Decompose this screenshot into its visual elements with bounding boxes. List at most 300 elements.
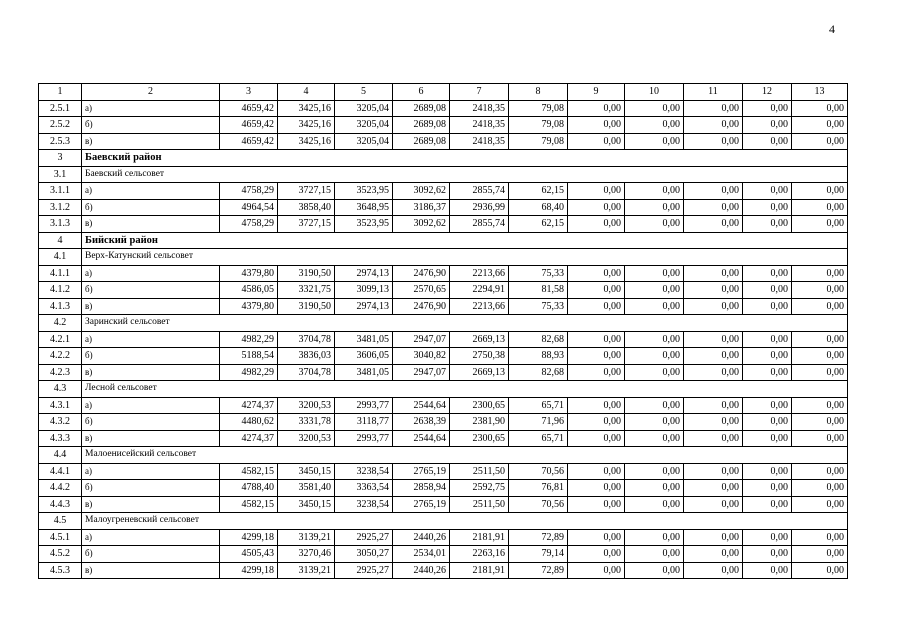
value-cell: 0,00 — [568, 216, 625, 233]
value-cell: 0,00 — [743, 199, 792, 216]
table-row — [39, 298, 848, 315]
value-cell: 2974,13 — [335, 265, 393, 282]
value-cell: 0,00 — [568, 414, 625, 431]
value-cell: 0,00 — [625, 183, 684, 200]
value-cell: 2570,65 — [393, 282, 450, 299]
row-number: 4.3.2 — [39, 414, 82, 431]
column-number-header: 13 — [792, 84, 848, 101]
value-cell: 3704,78 — [278, 364, 335, 381]
value-cell: 2213,66 — [450, 298, 509, 315]
row-number: 4.1.2 — [39, 282, 82, 299]
value-cell: 0,00 — [743, 100, 792, 117]
value-cell: 0,00 — [625, 199, 684, 216]
value-cell: 2858,94 — [393, 480, 450, 497]
value-cell: 3606,05 — [335, 348, 393, 365]
value-cell: 2592,75 — [450, 480, 509, 497]
value-cell: 2263,16 — [450, 546, 509, 563]
value-cell: 79,08 — [509, 100, 568, 117]
value-cell: 2993,77 — [335, 397, 393, 414]
value-cell: 2418,35 — [450, 117, 509, 134]
value-cell: 2689,08 — [393, 133, 450, 150]
table-row — [39, 430, 848, 447]
row-variant-label: а) — [82, 100, 220, 117]
value-cell: 0,00 — [792, 298, 848, 315]
value-cell: 4758,29 — [220, 216, 278, 233]
value-cell: 0,00 — [684, 480, 743, 497]
value-cell: 0,00 — [792, 183, 848, 200]
value-cell: 0,00 — [625, 331, 684, 348]
value-cell: 0,00 — [684, 331, 743, 348]
value-cell: 0,00 — [568, 364, 625, 381]
column-number-header: 12 — [743, 84, 792, 101]
value-cell: 4299,18 — [220, 562, 278, 579]
row-number: 4.4.2 — [39, 480, 82, 497]
row-number: 4.5.3 — [39, 562, 82, 579]
row-variant-label: в) — [82, 562, 220, 579]
value-cell: 75,33 — [509, 265, 568, 282]
value-cell: 0,00 — [625, 546, 684, 563]
value-cell: 2947,07 — [393, 331, 450, 348]
value-cell: 4586,05 — [220, 282, 278, 299]
value-cell: 4379,80 — [220, 265, 278, 282]
value-cell: 0,00 — [792, 265, 848, 282]
value-cell: 0,00 — [792, 282, 848, 299]
value-cell: 0,00 — [792, 100, 848, 117]
row-number: 4.4.3 — [39, 496, 82, 513]
settlement-name: Малоенисейский сельсовет — [82, 447, 848, 464]
settlement-name: Лесной сельсовет — [82, 381, 848, 398]
value-cell: 3205,04 — [335, 133, 393, 150]
value-cell: 0,00 — [684, 529, 743, 546]
value-cell: 0,00 — [625, 480, 684, 497]
value-cell: 0,00 — [568, 430, 625, 447]
value-cell: 3186,37 — [393, 199, 450, 216]
value-cell: 4379,80 — [220, 298, 278, 315]
row-variant-label: б) — [82, 117, 220, 134]
table-row — [39, 133, 848, 150]
value-cell: 2440,26 — [393, 529, 450, 546]
district-header-row — [39, 232, 848, 249]
value-cell: 0,00 — [568, 480, 625, 497]
settlement-name: Малоугреневский сельсовет — [82, 513, 848, 530]
value-cell: 0,00 — [792, 430, 848, 447]
value-cell: 0,00 — [684, 298, 743, 315]
value-cell: 2181,91 — [450, 529, 509, 546]
value-cell: 0,00 — [625, 298, 684, 315]
value-cell: 0,00 — [568, 397, 625, 414]
table-row — [39, 282, 848, 299]
value-cell: 0,00 — [792, 216, 848, 233]
value-cell: 3363,54 — [335, 480, 393, 497]
value-cell: 3092,62 — [393, 183, 450, 200]
settlement-header-row — [39, 381, 848, 398]
value-cell: 0,00 — [568, 282, 625, 299]
value-cell: 72,89 — [509, 562, 568, 579]
row-number: 4.1 — [39, 249, 82, 266]
value-cell: 2213,66 — [450, 265, 509, 282]
value-cell: 0,00 — [568, 298, 625, 315]
value-cell: 3270,46 — [278, 546, 335, 563]
value-cell: 0,00 — [568, 348, 625, 365]
table-row — [39, 496, 848, 513]
value-cell: 65,71 — [509, 397, 568, 414]
value-cell: 0,00 — [568, 463, 625, 480]
value-cell: 0,00 — [792, 496, 848, 513]
value-cell: 0,00 — [743, 397, 792, 414]
value-cell: 79,08 — [509, 133, 568, 150]
value-cell: 3118,77 — [335, 414, 393, 431]
value-cell: 0,00 — [568, 183, 625, 200]
value-cell: 0,00 — [792, 529, 848, 546]
value-cell: 0,00 — [743, 546, 792, 563]
row-variant-label: в) — [82, 496, 220, 513]
value-cell: 0,00 — [625, 364, 684, 381]
value-cell: 3727,15 — [278, 216, 335, 233]
value-cell: 0,00 — [743, 298, 792, 315]
value-cell: 3139,21 — [278, 529, 335, 546]
table-row — [39, 183, 848, 200]
column-number-header: 9 — [568, 84, 625, 101]
column-number-header: 7 — [450, 84, 509, 101]
row-number: 3.1.3 — [39, 216, 82, 233]
value-cell: 0,00 — [568, 133, 625, 150]
value-cell: 3200,53 — [278, 397, 335, 414]
value-cell: 3425,16 — [278, 117, 335, 134]
value-cell: 2544,64 — [393, 397, 450, 414]
value-cell: 3425,16 — [278, 100, 335, 117]
table-row — [39, 117, 848, 134]
value-cell: 2855,74 — [450, 216, 509, 233]
value-cell: 4982,29 — [220, 331, 278, 348]
value-cell: 0,00 — [684, 282, 743, 299]
value-cell: 3139,21 — [278, 562, 335, 579]
value-cell: 3648,95 — [335, 199, 393, 216]
value-cell: 0,00 — [684, 463, 743, 480]
row-variant-label: б) — [82, 282, 220, 299]
value-cell: 0,00 — [625, 430, 684, 447]
value-cell: 3190,50 — [278, 298, 335, 315]
row-variant-label: б) — [82, 199, 220, 216]
value-cell: 4659,42 — [220, 100, 278, 117]
row-number: 2.5.1 — [39, 100, 82, 117]
value-cell: 4480,62 — [220, 414, 278, 431]
row-variant-label: а) — [82, 529, 220, 546]
value-cell: 2511,50 — [450, 496, 509, 513]
value-cell: 0,00 — [743, 282, 792, 299]
row-number: 4.2.1 — [39, 331, 82, 348]
value-cell: 0,00 — [684, 348, 743, 365]
row-number: 4.3.1 — [39, 397, 82, 414]
value-cell: 3450,15 — [278, 496, 335, 513]
row-number: 2.5.3 — [39, 133, 82, 150]
value-cell: 0,00 — [743, 496, 792, 513]
value-cell: 2993,77 — [335, 430, 393, 447]
value-cell: 4982,29 — [220, 364, 278, 381]
value-cell: 3092,62 — [393, 216, 450, 233]
value-cell: 0,00 — [625, 414, 684, 431]
value-cell: 72,89 — [509, 529, 568, 546]
value-cell: 0,00 — [684, 546, 743, 563]
value-cell: 70,56 — [509, 463, 568, 480]
value-cell: 75,33 — [509, 298, 568, 315]
row-variant-label: в) — [82, 298, 220, 315]
value-cell: 0,00 — [625, 265, 684, 282]
row-number: 4.1.1 — [39, 265, 82, 282]
value-cell: 0,00 — [792, 117, 848, 134]
table-row — [39, 463, 848, 480]
value-cell: 82,68 — [509, 331, 568, 348]
value-cell: 79,08 — [509, 117, 568, 134]
row-number: 4.2 — [39, 315, 82, 332]
value-cell: 2947,07 — [393, 364, 450, 381]
value-cell: 0,00 — [625, 348, 684, 365]
value-cell: 4274,37 — [220, 430, 278, 447]
value-cell: 0,00 — [792, 133, 848, 150]
value-cell: 2476,90 — [393, 265, 450, 282]
value-cell: 0,00 — [743, 364, 792, 381]
value-cell: 2689,08 — [393, 117, 450, 134]
value-cell: 0,00 — [684, 364, 743, 381]
row-variant-label: б) — [82, 348, 220, 365]
value-cell: 2638,39 — [393, 414, 450, 431]
column-number-header: 11 — [684, 84, 743, 101]
row-number: 4.4.1 — [39, 463, 82, 480]
row-number: 4.4 — [39, 447, 82, 464]
table-row — [39, 265, 848, 282]
value-cell: 2418,35 — [450, 100, 509, 117]
value-cell: 3450,15 — [278, 463, 335, 480]
row-variant-label: а) — [82, 463, 220, 480]
value-cell: 0,00 — [684, 216, 743, 233]
column-number-header: 5 — [335, 84, 393, 101]
value-cell: 0,00 — [792, 480, 848, 497]
table-row — [39, 546, 848, 563]
value-cell: 3425,16 — [278, 133, 335, 150]
column-number-header: 4 — [278, 84, 335, 101]
value-cell: 0,00 — [625, 117, 684, 134]
table-row — [39, 348, 848, 365]
row-variant-label: а) — [82, 183, 220, 200]
value-cell: 0,00 — [568, 562, 625, 579]
row-variant-label: б) — [82, 480, 220, 497]
value-cell: 0,00 — [568, 496, 625, 513]
value-cell: 3040,82 — [393, 348, 450, 365]
value-cell: 0,00 — [743, 414, 792, 431]
value-cell: 2418,35 — [450, 133, 509, 150]
value-cell: 0,00 — [625, 463, 684, 480]
value-cell: 0,00 — [625, 100, 684, 117]
settlement-header-row — [39, 513, 848, 530]
value-cell: 3727,15 — [278, 183, 335, 200]
row-number: 3 — [39, 150, 82, 167]
value-cell: 4788,40 — [220, 480, 278, 497]
value-cell: 0,00 — [684, 430, 743, 447]
value-cell: 0,00 — [684, 496, 743, 513]
value-cell: 3523,95 — [335, 183, 393, 200]
value-cell: 2476,90 — [393, 298, 450, 315]
value-cell: 0,00 — [743, 480, 792, 497]
column-number-header: 10 — [625, 84, 684, 101]
value-cell: 4582,15 — [220, 463, 278, 480]
value-cell: 3581,40 — [278, 480, 335, 497]
value-cell: 4964,54 — [220, 199, 278, 216]
value-cell: 0,00 — [792, 348, 848, 365]
value-cell: 3858,40 — [278, 199, 335, 216]
value-cell: 0,00 — [568, 529, 625, 546]
value-cell: 2974,13 — [335, 298, 393, 315]
value-cell: 0,00 — [684, 397, 743, 414]
value-cell: 0,00 — [625, 529, 684, 546]
value-cell: 0,00 — [743, 562, 792, 579]
row-variant-label: в) — [82, 133, 220, 150]
row-variant-label: а) — [82, 397, 220, 414]
value-cell: 0,00 — [743, 348, 792, 365]
value-cell: 79,14 — [509, 546, 568, 563]
row-number: 4.2.3 — [39, 364, 82, 381]
row-number: 4.5.1 — [39, 529, 82, 546]
value-cell: 0,00 — [743, 463, 792, 480]
value-cell: 0,00 — [792, 364, 848, 381]
table-row — [39, 414, 848, 431]
settlement-header-row — [39, 166, 848, 183]
table-row — [39, 562, 848, 579]
value-cell: 0,00 — [743, 265, 792, 282]
value-cell: 3331,78 — [278, 414, 335, 431]
row-variant-label: а) — [82, 331, 220, 348]
value-cell: 0,00 — [743, 430, 792, 447]
value-cell: 0,00 — [625, 133, 684, 150]
row-number: 3.1 — [39, 166, 82, 183]
value-cell: 0,00 — [568, 331, 625, 348]
value-cell: 2936,99 — [450, 199, 509, 216]
value-cell: 4659,42 — [220, 133, 278, 150]
column-number-header: 1 — [39, 84, 82, 101]
value-cell: 68,40 — [509, 199, 568, 216]
value-cell: 70,56 — [509, 496, 568, 513]
value-cell: 3704,78 — [278, 331, 335, 348]
table-row — [39, 529, 848, 546]
row-number: 2.5.2 — [39, 117, 82, 134]
value-cell: 0,00 — [792, 414, 848, 431]
row-number: 4.3 — [39, 381, 82, 398]
district-name: Бийский район — [82, 232, 848, 249]
value-cell: 0,00 — [625, 282, 684, 299]
settlement-name: Баевский сельсовет — [82, 166, 848, 183]
value-cell: 62,15 — [509, 216, 568, 233]
value-cell: 2440,26 — [393, 562, 450, 579]
value-cell: 3200,53 — [278, 430, 335, 447]
row-variant-label: а) — [82, 265, 220, 282]
value-cell: 2381,90 — [450, 414, 509, 431]
value-cell: 3238,54 — [335, 496, 393, 513]
value-cell: 0,00 — [568, 546, 625, 563]
value-cell: 2534,01 — [393, 546, 450, 563]
settlement-name: Верх-Катунский сельсовет — [82, 249, 848, 266]
value-cell: 0,00 — [684, 199, 743, 216]
value-cell: 3190,50 — [278, 265, 335, 282]
row-number: 4.3.3 — [39, 430, 82, 447]
table-row — [39, 397, 848, 414]
value-cell: 3238,54 — [335, 463, 393, 480]
tariff-table — [38, 83, 848, 579]
value-cell: 71,96 — [509, 414, 568, 431]
value-cell: 3523,95 — [335, 216, 393, 233]
table-header-row — [39, 84, 848, 101]
value-cell: 0,00 — [568, 199, 625, 216]
value-cell: 4299,18 — [220, 529, 278, 546]
column-number-header: 8 — [509, 84, 568, 101]
value-cell: 0,00 — [568, 100, 625, 117]
value-cell: 3205,04 — [335, 100, 393, 117]
value-cell: 3481,05 — [335, 364, 393, 381]
row-number: 3.1.2 — [39, 199, 82, 216]
value-cell: 0,00 — [743, 529, 792, 546]
value-cell: 2300,65 — [450, 397, 509, 414]
value-cell: 3321,75 — [278, 282, 335, 299]
row-variant-label: в) — [82, 216, 220, 233]
settlement-header-row — [39, 447, 848, 464]
value-cell: 81,58 — [509, 282, 568, 299]
district-header-row — [39, 150, 848, 167]
value-cell: 0,00 — [625, 496, 684, 513]
value-cell: 0,00 — [568, 265, 625, 282]
value-cell: 3481,05 — [335, 331, 393, 348]
row-variant-label: б) — [82, 414, 220, 431]
row-number: 4.5 — [39, 513, 82, 530]
column-number-header: 3 — [220, 84, 278, 101]
value-cell: 76,81 — [509, 480, 568, 497]
value-cell: 0,00 — [743, 331, 792, 348]
value-cell: 3050,27 — [335, 546, 393, 563]
value-cell: 2511,50 — [450, 463, 509, 480]
value-cell: 0,00 — [625, 216, 684, 233]
settlement-name: Заринский сельсовет — [82, 315, 848, 332]
table-row — [39, 480, 848, 497]
value-cell: 82,68 — [509, 364, 568, 381]
value-cell: 0,00 — [743, 117, 792, 134]
row-variant-label: в) — [82, 430, 220, 447]
row-variant-label: б) — [82, 546, 220, 563]
value-cell: 4659,42 — [220, 117, 278, 134]
value-cell: 0,00 — [792, 199, 848, 216]
value-cell: 0,00 — [625, 397, 684, 414]
column-number-header: 6 — [393, 84, 450, 101]
page-number: 4 — [829, 22, 835, 36]
table-row — [39, 199, 848, 216]
value-cell: 2669,13 — [450, 331, 509, 348]
value-cell: 5188,54 — [220, 348, 278, 365]
value-cell: 2300,65 — [450, 430, 509, 447]
value-cell: 4582,15 — [220, 496, 278, 513]
value-cell: 2544,64 — [393, 430, 450, 447]
value-cell: 0,00 — [684, 100, 743, 117]
value-cell: 2855,74 — [450, 183, 509, 200]
value-cell: 2925,27 — [335, 562, 393, 579]
value-cell: 2181,91 — [450, 562, 509, 579]
value-cell: 88,93 — [509, 348, 568, 365]
value-cell: 0,00 — [743, 183, 792, 200]
district-name: Баевский район — [82, 150, 848, 167]
value-cell: 0,00 — [792, 397, 848, 414]
value-cell: 0,00 — [568, 117, 625, 134]
row-number: 3.1.1 — [39, 183, 82, 200]
column-number-header: 2 — [82, 84, 220, 101]
value-cell: 4274,37 — [220, 397, 278, 414]
value-cell: 62,15 — [509, 183, 568, 200]
value-cell: 2750,38 — [450, 348, 509, 365]
value-cell: 0,00 — [684, 265, 743, 282]
value-cell: 4505,43 — [220, 546, 278, 563]
